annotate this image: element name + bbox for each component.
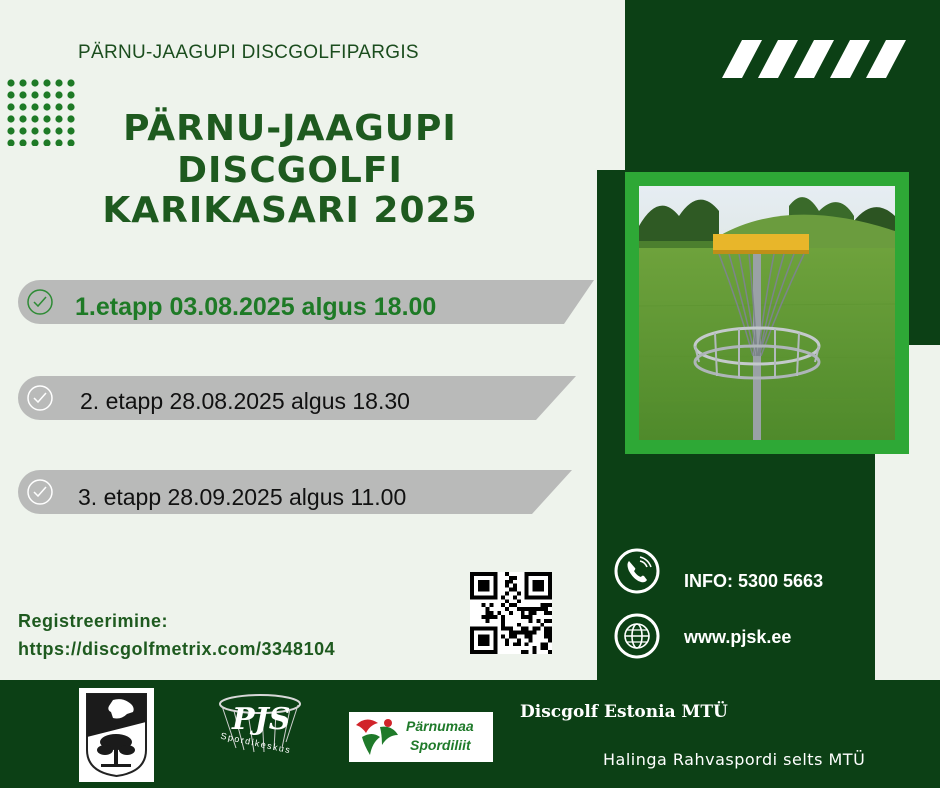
qr-module (478, 634, 490, 646)
qr-module (505, 592, 509, 596)
registration-url[interactable]: https://discgolfmetrix.com/3348104 (18, 639, 336, 659)
qr-module (505, 572, 509, 576)
qr-module (517, 592, 521, 596)
qr-module (501, 634, 505, 638)
qr-code[interactable] (470, 572, 552, 654)
qr-module (529, 638, 533, 642)
dot (19, 139, 26, 146)
qr-module (532, 650, 536, 654)
qr-module (505, 627, 509, 631)
qr-module (470, 595, 497, 599)
parnumaa-text-1: Pärnumaa (406, 718, 474, 734)
qr-module (529, 634, 533, 638)
qr-module (529, 631, 533, 635)
dot (19, 79, 26, 86)
qr-module (470, 572, 474, 599)
qr-module (517, 599, 521, 603)
qr-module (544, 611, 548, 615)
qr-module (540, 646, 544, 650)
dot (19, 103, 26, 110)
qr-module (548, 611, 552, 615)
info-phone: INFO: 5300 5663 (684, 571, 824, 591)
qr-module (505, 638, 509, 642)
qr-module (529, 615, 533, 619)
dot (31, 79, 38, 86)
dot (55, 115, 62, 122)
dot (31, 115, 38, 122)
qr-module (505, 580, 509, 584)
dot (43, 127, 50, 134)
qr-module (505, 607, 509, 611)
qr-module (521, 611, 525, 615)
qr-module (529, 619, 533, 623)
qr-module (517, 623, 521, 627)
qr-module (525, 572, 552, 576)
qr-module (513, 595, 517, 599)
qr-module (509, 588, 513, 592)
qr-module (505, 599, 509, 603)
org-discgolf-estonia: Discgolf Estonia MTÜ (520, 702, 728, 722)
qr-module (525, 595, 552, 599)
qr-module (548, 603, 552, 607)
dot (31, 91, 38, 98)
qr-module (501, 627, 505, 631)
qr-module (548, 631, 552, 635)
qr-module (509, 634, 513, 638)
qr-module (486, 607, 490, 611)
dot (19, 127, 26, 134)
dot (31, 139, 38, 146)
qr-module (470, 627, 497, 631)
qr-module (486, 611, 490, 615)
dot (7, 91, 14, 98)
qr-module (509, 603, 513, 607)
qr-module (509, 576, 513, 580)
qr-module (548, 638, 552, 642)
qr-module (544, 642, 548, 646)
qr-module (525, 631, 529, 635)
qr-module (525, 607, 529, 611)
qr-module (478, 580, 490, 592)
qr-module (493, 615, 497, 619)
phone-icon (613, 547, 661, 595)
qr-module (544, 634, 548, 638)
qr-module (513, 634, 517, 638)
qr-module (532, 607, 536, 611)
qr-module (536, 627, 540, 631)
qr-module (501, 615, 505, 619)
qr-module (497, 611, 501, 615)
qr-module (548, 650, 552, 654)
title-line-2: DISCGOLFI (177, 150, 403, 191)
qr-module (525, 572, 529, 599)
dot (43, 115, 50, 122)
qr-module (532, 580, 544, 592)
pjs-logo-subtext: Spordikeskus (219, 730, 293, 756)
qr-module (517, 638, 521, 642)
qr-module (521, 627, 525, 631)
qr-module (486, 619, 490, 623)
qr-module (540, 603, 544, 607)
qr-module (513, 642, 517, 646)
qr-module (521, 615, 525, 619)
qr-module (482, 615, 486, 619)
qr-module (509, 627, 513, 631)
qr-module (548, 634, 552, 638)
qr-module (486, 615, 490, 619)
stage-3-text: 3. etapp 28.09.2025 algus 11.00 (78, 484, 407, 510)
qr-module (532, 646, 536, 650)
qr-module (493, 572, 497, 599)
qr-module (501, 595, 505, 599)
qr-module (532, 631, 536, 635)
dot (7, 115, 14, 122)
dot (7, 127, 14, 134)
dot (55, 127, 62, 134)
qr-module (513, 584, 517, 588)
qr-module (509, 580, 513, 584)
qr-module (501, 623, 505, 627)
dot (7, 103, 14, 110)
qr-module (548, 627, 552, 631)
title-line-3: KARIKASARI 2025 (102, 190, 478, 231)
dot (31, 127, 38, 134)
qr-module (470, 572, 497, 576)
qr-module (544, 603, 548, 607)
coat-of-arms-icon (85, 692, 148, 778)
parnumaa-text-2: Spordiliit (410, 737, 471, 753)
qr-module (544, 627, 548, 631)
dot (43, 103, 50, 110)
dot (55, 79, 62, 86)
dot (55, 91, 62, 98)
qr-module (540, 642, 544, 646)
qr-module (529, 607, 533, 611)
stage-2-text: 2. etapp 28.08.2025 algus 18.30 (80, 388, 410, 414)
qr-module (521, 650, 525, 654)
basket-photo (639, 186, 895, 440)
qr-module (517, 607, 521, 611)
qr-module (540, 623, 544, 627)
qr-module (490, 603, 494, 607)
qr-module (536, 607, 540, 611)
dot (55, 139, 62, 146)
qr-module (513, 588, 517, 592)
qr-module (529, 611, 533, 615)
qr-module (517, 642, 521, 646)
qr-module (501, 619, 505, 623)
qr-module (493, 627, 497, 654)
qr-module (501, 603, 505, 607)
qr-module (536, 619, 540, 623)
dot (43, 139, 50, 146)
qr-module (544, 619, 548, 623)
qr-module (532, 611, 536, 615)
qr-module (513, 576, 517, 580)
dot (7, 139, 14, 146)
dots-decoration (5, 78, 77, 146)
qr-module (509, 611, 513, 615)
qr-module (548, 572, 552, 599)
qr-module (544, 631, 548, 635)
qr-module (490, 615, 494, 619)
qr-module (517, 631, 521, 635)
pre-title: PÄRNU-JAAGUPI DISCGOLFIPARGIS (78, 42, 419, 63)
qr-module (525, 642, 529, 646)
qr-module (525, 627, 529, 631)
qr-module (521, 607, 525, 611)
qr-module (505, 584, 509, 588)
dot (67, 79, 74, 86)
pjs-logo-text: PJS (232, 702, 291, 737)
qr-module (525, 650, 529, 654)
qr-module (544, 646, 548, 650)
dot (55, 103, 62, 110)
qr-module (509, 631, 513, 635)
qr-module (482, 603, 486, 607)
qr-module (470, 650, 497, 654)
dot (43, 91, 50, 98)
title-line-1: PÄRNU-JAAGUPI (123, 108, 457, 149)
stage-1-text: 1.etapp 03.08.2025 algus 18.00 (75, 293, 437, 321)
qr-module (505, 642, 509, 646)
qr-module (532, 627, 536, 631)
stripes-decoration (722, 40, 917, 80)
qr-module (544, 607, 548, 611)
org-halinga: Halinga Rahvaspordi selts MTÜ (603, 750, 866, 769)
qr-module (548, 619, 552, 623)
qr-module (513, 603, 517, 607)
dot (7, 79, 14, 86)
qr-module (470, 627, 474, 654)
parnumaa-logo-icon (352, 715, 402, 759)
qr-module (540, 607, 544, 611)
qr-module (525, 634, 529, 638)
qr-module (490, 611, 494, 615)
dot (19, 91, 26, 98)
qr-module (521, 631, 525, 635)
globe-icon (613, 612, 661, 660)
registration-label: Registreerimine: (18, 611, 169, 631)
dot (67, 91, 74, 98)
qr-module (513, 631, 517, 635)
info-web[interactable]: www.pjsk.ee (684, 627, 792, 647)
dot (31, 103, 38, 110)
qr-module (525, 615, 529, 619)
dot (43, 79, 50, 86)
dot (19, 115, 26, 122)
